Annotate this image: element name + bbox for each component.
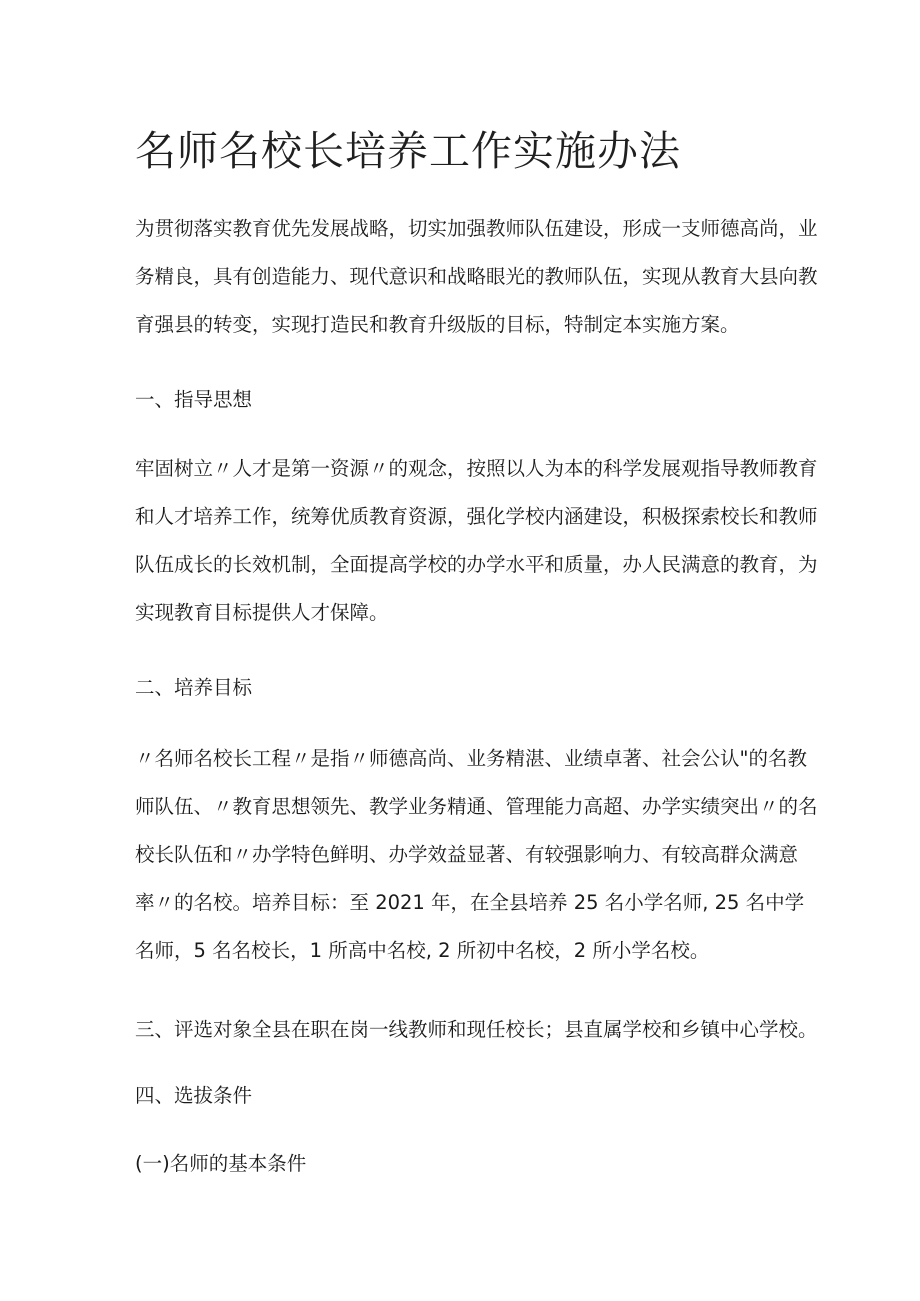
section-heading-selection-targets: 三、评选对象全县在职在岗一线教师和现任校长；县直属学校和乡镇中心学校。 (135, 1018, 818, 1041)
section1-line: 和人才培养工作，统筹优质教育资源，强化学校内涵建设，积极探索校长和教师 (135, 505, 818, 528)
section2-line: 率〃的名校。培养目标：至 2021 年，在全县培养 25 名小学名师, 25 名中学 (135, 891, 805, 914)
intro-line: 务精良，具有创造能力、现代意识和战略眼光的教师队伍，实现从教育大县向教 (135, 265, 818, 288)
section1-paragraph (135, 445, 818, 637)
subsection-heading-teacher-conditions: (一)名师的基本条件 (135, 1152, 307, 1175)
section-heading-selection-conditions: 四、选拔条件 (135, 1084, 253, 1107)
section-heading-training-goals: 二、培养目标 (135, 676, 253, 699)
section1-line: 牢固树立〃人才是第一资源〃的观念，按照以人为本的科学发展观指导教师教育 (135, 457, 818, 480)
intro-line: 育强县的转变，实现打造民和教育升级版的目标，特制定本实施方案。 (135, 313, 740, 336)
section1-line: 实现教育目标提供人才保障。 (135, 601, 389, 624)
section2-line: 名师，5 名名校长，1 所高中名校, 2 所初中名校，2 所小学名校。 (135, 939, 710, 962)
section2-paragraph (135, 735, 818, 975)
section1-line: 队伍成长的长效机制，全面提高学校的办学水平和质量，办人民满意的教育，为 (135, 553, 818, 576)
section2-line: 师队伍、〃教育思想领先、教学业务精通、管理能力高超、办学实绩突出〃的名 (135, 795, 818, 818)
section2-line: 〃名师名校长工程〃是指〃师德高尚、业务精湛、业绩卓著、社会公认"的名教 (135, 747, 807, 770)
intro-paragraph (135, 205, 818, 349)
intro-line: 为贯彻落实教育优先发展战略，切实加强教师队伍建设，形成一支师德高尚，业 (135, 217, 818, 240)
section2-line: 校长队伍和〃办学特色鲜明、办学效益显著、有较强影响力、有较高群众满意 (135, 843, 799, 866)
section-heading-guiding-ideology: 一、指导思想 (135, 388, 253, 411)
document-title: 名师名校长培养工作实施办法 (135, 127, 681, 175)
